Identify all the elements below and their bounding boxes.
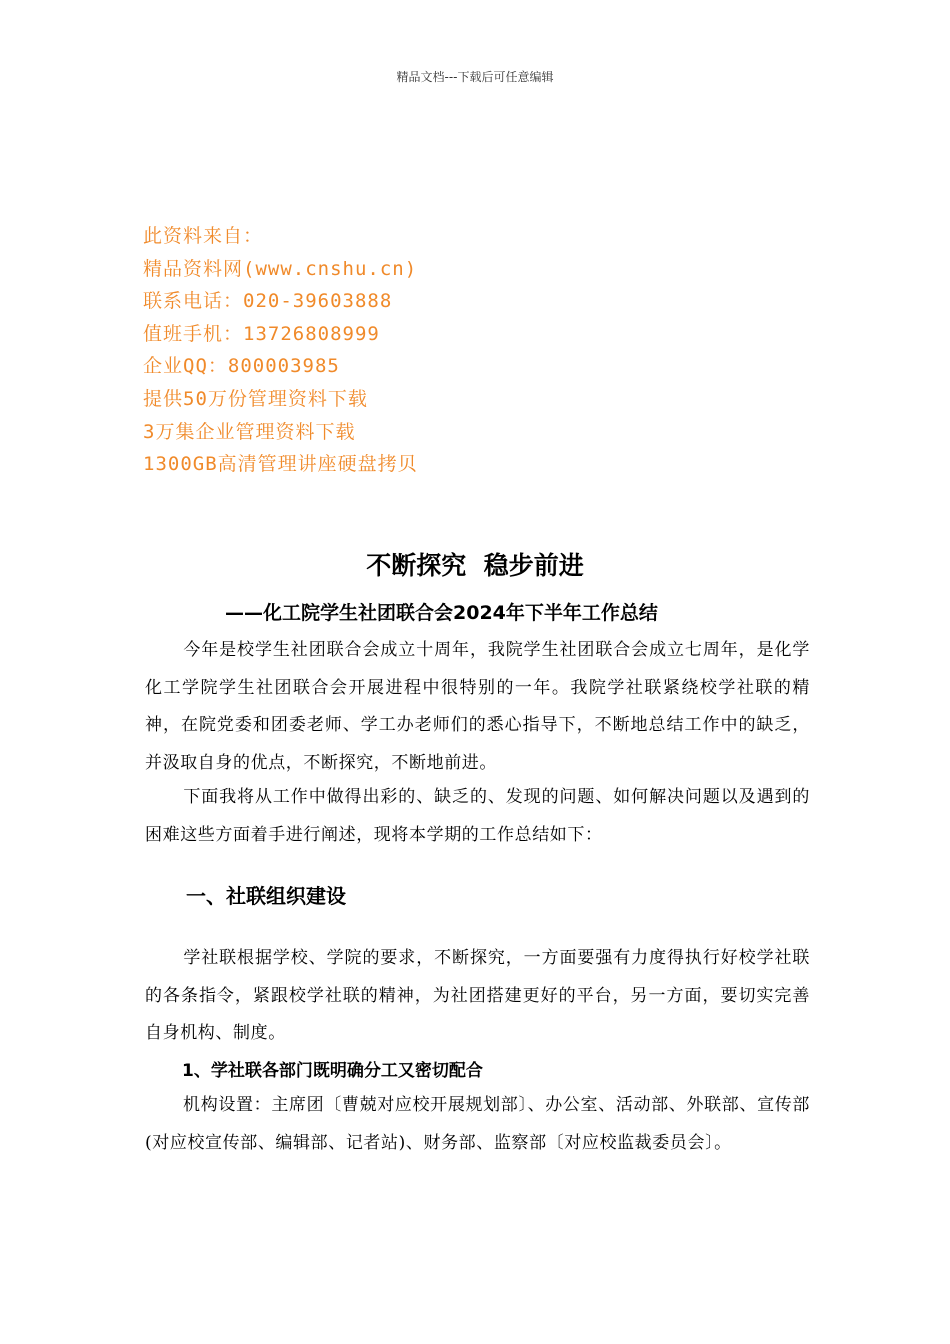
section-1-paragraph <box>145 940 810 1053</box>
source-line-offer1: 提供50万份管理资料下载 <box>143 387 368 410</box>
intro-paragraph-1-text: 今年是校学生社团联合会成立十周年，我院学生社团联合会成立七周年，是化学化工学院学生社团联合会开展进程中很特别的一年。我院学社联紧绕校学社联的精神，在院党委和团委老师、学工办老师们的悉心指导下，不断地总结工作中的缺乏，并汲取自身的优点，不断探究，不断地前进。 <box>145 640 810 773</box>
document-subtitle: ——化工院学生社团联合会2024年下半年工作总结 <box>225 602 658 624</box>
subsection-heading-1: 1、学社联各部门既明确分工又密切配合 <box>182 1061 483 1081</box>
source-line-from: 此资料来自： <box>143 225 264 247</box>
source-line-phone: 联系电话：020-39603888 <box>143 290 393 313</box>
source-line-qq: 企业QQ：800003985 <box>143 355 340 378</box>
intro-paragraph-2-text: 下面我将从工作中做得出彩的、缺乏的、发现的问题、如何解决问题以及遇到的困难这些方面着手进行阐述，现将本学期的工作总结如下： <box>145 787 810 845</box>
source-info-box <box>143 220 418 481</box>
source-line-offer3: 1300GB高清管理讲座硬盘拷贝 <box>143 453 418 476</box>
subsection-1-paragraph <box>145 1087 810 1162</box>
source-line-offer2: 3万集企业管理资料下载 <box>143 420 356 443</box>
subsection-1-paragraph-text: 机构设置：主席团〔曹兢对应校开展规划部〕、办公室、活动部、外联部、宣传部(对应校宣传部、编辑部、记者站)、财务部、监察部〔对应校监裁委员会〕。 <box>145 1095 810 1153</box>
document-title: 不断探究 稳步前进 <box>366 551 584 580</box>
source-line-mobile: 值班手机：13726808999 <box>143 322 380 345</box>
page-header: 精品文档---下载后可任意编辑 <box>396 70 554 84</box>
source-line-website: 精品资料网(www.cnshu.cn) <box>143 257 418 280</box>
section-1-paragraph-text: 学社联根据学校、学院的要求，不断探究，一方面要强有力度得执行好校学社联的各条指令，紧跟校学社联的精神，为社团搭建更好的平台，另一方面，要切实完善自身机构、制度。 <box>145 948 810 1043</box>
section-heading-1: 一、社联组织建设 <box>186 884 346 908</box>
intro-paragraph-2 <box>145 779 810 854</box>
intro-paragraph-1 <box>145 632 810 782</box>
